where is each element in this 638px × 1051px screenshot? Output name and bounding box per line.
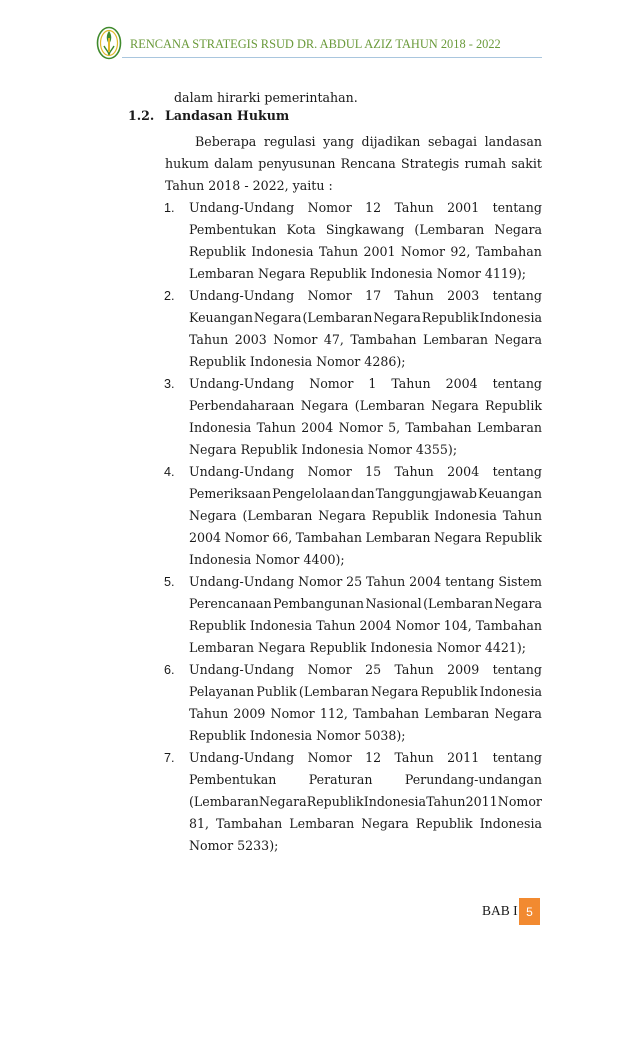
list-item-line: Negara Republik Indonesia Nomor 4355); bbox=[189, 442, 458, 457]
word: landasan bbox=[484, 134, 542, 149]
word: tentang bbox=[492, 288, 542, 303]
word: sebagai bbox=[427, 134, 478, 149]
word: Singkawang bbox=[325, 222, 405, 237]
word: Tambahan bbox=[295, 530, 362, 545]
word: tentang bbox=[492, 662, 542, 677]
word: Tahun bbox=[394, 662, 434, 677]
word: 2003 bbox=[234, 332, 267, 347]
word: Rencana bbox=[340, 156, 396, 171]
list-item-number: 4. bbox=[164, 465, 175, 479]
header-divider bbox=[122, 57, 542, 58]
word: Keuangan bbox=[189, 310, 253, 325]
word: 15 bbox=[365, 464, 382, 479]
word: Negara bbox=[361, 816, 409, 831]
list-item-number: 6. bbox=[164, 663, 175, 677]
word: Nasional bbox=[365, 596, 422, 611]
list-item-line bbox=[189, 772, 542, 787]
word: Negara bbox=[433, 530, 482, 545]
section-title: Landasan Hukum bbox=[165, 108, 290, 123]
word: 2004 bbox=[445, 376, 478, 391]
list-item-line bbox=[189, 662, 542, 677]
word: Nomor bbox=[224, 530, 269, 545]
word: Tahun bbox=[189, 706, 229, 721]
word: Republik bbox=[415, 816, 473, 831]
list-item-line bbox=[189, 398, 542, 413]
word: 2009 bbox=[233, 706, 266, 721]
word: 2004 bbox=[301, 420, 334, 435]
list-item-line bbox=[189, 244, 542, 259]
word: Indonesia bbox=[189, 420, 252, 435]
list-item-line: Republik Indonesia Nomor 4286); bbox=[189, 354, 406, 369]
word: 25 bbox=[346, 574, 363, 589]
word: 17 bbox=[365, 288, 382, 303]
word: Nomor bbox=[273, 332, 318, 347]
word: tentang bbox=[445, 574, 495, 589]
intro-line bbox=[165, 156, 542, 171]
list-item-line bbox=[189, 486, 542, 501]
word: Nomor bbox=[395, 618, 440, 633]
word: 2004 bbox=[409, 574, 442, 589]
list-item-line bbox=[189, 464, 542, 479]
word: Nomor bbox=[307, 750, 352, 765]
list-item-line bbox=[189, 530, 542, 545]
word: tentang bbox=[492, 464, 542, 479]
list-item-line bbox=[189, 596, 542, 611]
list-item-number: 3. bbox=[164, 377, 175, 391]
word: Tahun bbox=[394, 464, 434, 479]
header-title: RENCANA STRATEGIS RSUD DR. ABDUL AZIZ TAHUN 2018 - 2022 bbox=[130, 37, 501, 51]
list-item-line bbox=[189, 794, 542, 809]
word: dijadikan bbox=[361, 134, 421, 149]
word: sakit bbox=[511, 156, 542, 171]
list-item-line bbox=[189, 706, 542, 721]
word: Republik bbox=[420, 684, 478, 699]
word: 12 bbox=[365, 200, 382, 215]
word: Negara bbox=[494, 596, 542, 611]
hospital-emblem-icon bbox=[96, 26, 122, 62]
word: Tambahan bbox=[475, 244, 542, 259]
word: Lembaran bbox=[365, 530, 431, 545]
word: Nomor bbox=[298, 574, 343, 589]
page-number-badge: 5 bbox=[519, 898, 540, 925]
word: Indonesia bbox=[479, 684, 542, 699]
word: Lembaran bbox=[289, 816, 355, 831]
word: regulasi bbox=[263, 134, 316, 149]
word: (Lembaran bbox=[242, 508, 313, 523]
word: Nomor bbox=[307, 200, 352, 215]
word: Republik bbox=[189, 618, 246, 633]
word: Nomor bbox=[307, 662, 352, 677]
word: Negara bbox=[253, 310, 302, 325]
word: Tahun bbox=[394, 200, 434, 215]
word: Indonesia bbox=[251, 244, 314, 259]
word: Undang-Undang bbox=[189, 200, 295, 215]
list-item-line bbox=[189, 750, 542, 765]
word: 2004 bbox=[189, 530, 222, 545]
list-item-line bbox=[189, 376, 542, 391]
word: Nomor bbox=[270, 706, 315, 721]
list-item-line bbox=[189, 574, 542, 589]
word: Negara bbox=[494, 332, 542, 347]
continuation-text: dalam hirarki pemerintahan. bbox=[174, 90, 358, 105]
list-item-line bbox=[189, 684, 542, 699]
word: Kota bbox=[286, 222, 316, 237]
word: 25 bbox=[365, 662, 382, 677]
word: Tambahan bbox=[352, 706, 420, 721]
word: Pembentukan bbox=[189, 222, 277, 237]
word: 2003 bbox=[447, 288, 480, 303]
word: Nomor bbox=[497, 794, 542, 809]
word: Lembaran bbox=[476, 420, 542, 435]
word: 92, bbox=[450, 244, 471, 259]
word: rumah bbox=[464, 156, 507, 171]
word: (Lembaran bbox=[354, 398, 425, 413]
word: Perbendaharaan bbox=[189, 398, 295, 413]
word: Indonesia bbox=[479, 310, 542, 325]
word: (Lembaran bbox=[298, 684, 369, 699]
word: Republik bbox=[421, 310, 479, 325]
word: Undang-Undang bbox=[189, 376, 295, 391]
word: dalam bbox=[214, 156, 254, 171]
word: 2004 bbox=[447, 464, 480, 479]
list-item-line bbox=[189, 200, 542, 215]
list-item-line: Republik Indonesia Nomor 5038); bbox=[189, 728, 406, 743]
list-item-number: 7. bbox=[164, 751, 175, 765]
word: Negara bbox=[259, 794, 307, 809]
word: Tahun bbox=[426, 794, 466, 809]
word: (Lembaran bbox=[189, 794, 259, 809]
word: Tahun bbox=[316, 618, 356, 633]
word: Republik bbox=[306, 794, 364, 809]
word: Tambahan bbox=[475, 618, 542, 633]
word: (Lembaran bbox=[423, 596, 493, 611]
word: 1 bbox=[368, 376, 377, 391]
word: Negara bbox=[494, 706, 542, 721]
word: Tambahan bbox=[405, 420, 472, 435]
word: Tahun bbox=[394, 750, 434, 765]
word: Perencanaan bbox=[189, 596, 272, 611]
word: Beberapa bbox=[195, 134, 257, 149]
list-item-number: 1. bbox=[164, 201, 175, 215]
word: 2004 bbox=[359, 618, 392, 633]
word: Undang-Undang bbox=[189, 662, 295, 677]
word: 2009 bbox=[447, 662, 480, 677]
list-item-line bbox=[189, 618, 542, 633]
word: 47, bbox=[323, 332, 344, 347]
word: Keuangan bbox=[478, 486, 542, 501]
word: Undang-Undang bbox=[189, 750, 295, 765]
word: 2001 bbox=[363, 244, 396, 259]
word: Indonesia bbox=[363, 794, 427, 809]
list-item-line bbox=[189, 310, 542, 325]
word: 12 bbox=[365, 750, 382, 765]
word: Negara bbox=[189, 508, 237, 523]
word: 2011 bbox=[447, 750, 480, 765]
word: tentang bbox=[492, 376, 542, 391]
list-item-line: Lembaran Negara Republik Indonesia Nomor 4421); bbox=[189, 640, 527, 655]
list-item-line bbox=[189, 332, 542, 347]
word: Indonesia bbox=[249, 618, 313, 633]
word: Tahun bbox=[256, 420, 296, 435]
word: Tambahan bbox=[216, 816, 283, 831]
footer-chapter-label: BAB I bbox=[482, 903, 518, 918]
word: Pembangunan bbox=[273, 596, 365, 611]
word: Peraturan bbox=[308, 772, 373, 787]
word: Tambahan bbox=[350, 332, 417, 347]
word: Negara bbox=[431, 398, 479, 413]
word: Negara bbox=[370, 684, 419, 699]
list-item-line: Indonesia Nomor 4400); bbox=[189, 552, 345, 567]
word: Republik bbox=[189, 244, 246, 259]
word: 81, bbox=[189, 816, 210, 831]
list-item-number: 5. bbox=[164, 575, 175, 589]
word: 2001 bbox=[447, 200, 480, 215]
word: Republik bbox=[485, 398, 542, 413]
list-item-line bbox=[189, 420, 542, 435]
word: (Lembaran bbox=[302, 310, 373, 325]
word: Negara bbox=[318, 508, 366, 523]
word: Indonesia bbox=[479, 816, 542, 831]
word: Pemeriksaan bbox=[189, 486, 272, 501]
word: Publik bbox=[256, 684, 297, 699]
word: Perundang-undangan bbox=[404, 772, 542, 787]
word: 112, bbox=[319, 706, 348, 721]
word: Nomor bbox=[307, 464, 352, 479]
word: Tanggungjawab bbox=[375, 486, 477, 501]
word: Nomor bbox=[338, 420, 383, 435]
word: 104, bbox=[443, 618, 472, 633]
word: penyusunan bbox=[258, 156, 336, 171]
word: Tahun bbox=[502, 508, 542, 523]
word: Negara bbox=[494, 222, 542, 237]
intro-line bbox=[195, 134, 542, 149]
word: Republik bbox=[485, 530, 542, 545]
list-item-line bbox=[189, 816, 542, 831]
section-number: 1.2. bbox=[128, 108, 155, 123]
word: Sistem bbox=[498, 574, 542, 589]
word: Undang-Undang bbox=[189, 464, 295, 479]
word: Nomor bbox=[307, 288, 352, 303]
word: Nomor bbox=[309, 376, 354, 391]
word: 2011 bbox=[465, 794, 498, 809]
list-item-line bbox=[189, 288, 542, 303]
list-item-line bbox=[189, 508, 542, 523]
word: (Lembaran bbox=[414, 222, 485, 237]
word: Indonesia bbox=[434, 508, 497, 523]
word: Tahun bbox=[189, 332, 229, 347]
list-item-line: Nomor 5233); bbox=[189, 838, 279, 853]
word: Tahun bbox=[391, 376, 431, 391]
word: Strategis bbox=[400, 156, 460, 171]
word: Pelayanan bbox=[189, 684, 255, 699]
word: Republik bbox=[371, 508, 429, 523]
word: yang bbox=[323, 134, 354, 149]
word: Pembentukan bbox=[189, 772, 277, 787]
word: Nomor bbox=[400, 244, 446, 259]
word: Undang-Undang bbox=[189, 574, 295, 589]
word: Pengelolaan bbox=[272, 486, 350, 501]
word: Negara bbox=[373, 310, 421, 325]
word: tentang bbox=[492, 750, 542, 765]
word: Tahun bbox=[394, 288, 434, 303]
word: 66, bbox=[272, 530, 293, 545]
word: Tahun bbox=[318, 244, 359, 259]
list-item-line bbox=[189, 222, 542, 237]
word: 5, bbox=[388, 420, 401, 435]
intro-line: Tahun 2018 - 2022, yaitu : bbox=[165, 178, 333, 193]
word: Lembaran bbox=[422, 332, 488, 347]
word: Tahun bbox=[366, 574, 406, 589]
word: hukum bbox=[165, 156, 209, 171]
word: tentang bbox=[492, 200, 542, 215]
word: dan bbox=[350, 486, 375, 501]
list-item-line: Lembaran Negara Republik Indonesia Nomor 4119); bbox=[189, 266, 527, 281]
list-item-number: 2. bbox=[164, 289, 175, 303]
word: Negara bbox=[300, 398, 349, 413]
word: Undang-Undang bbox=[189, 288, 295, 303]
word: Lembaran bbox=[424, 706, 490, 721]
